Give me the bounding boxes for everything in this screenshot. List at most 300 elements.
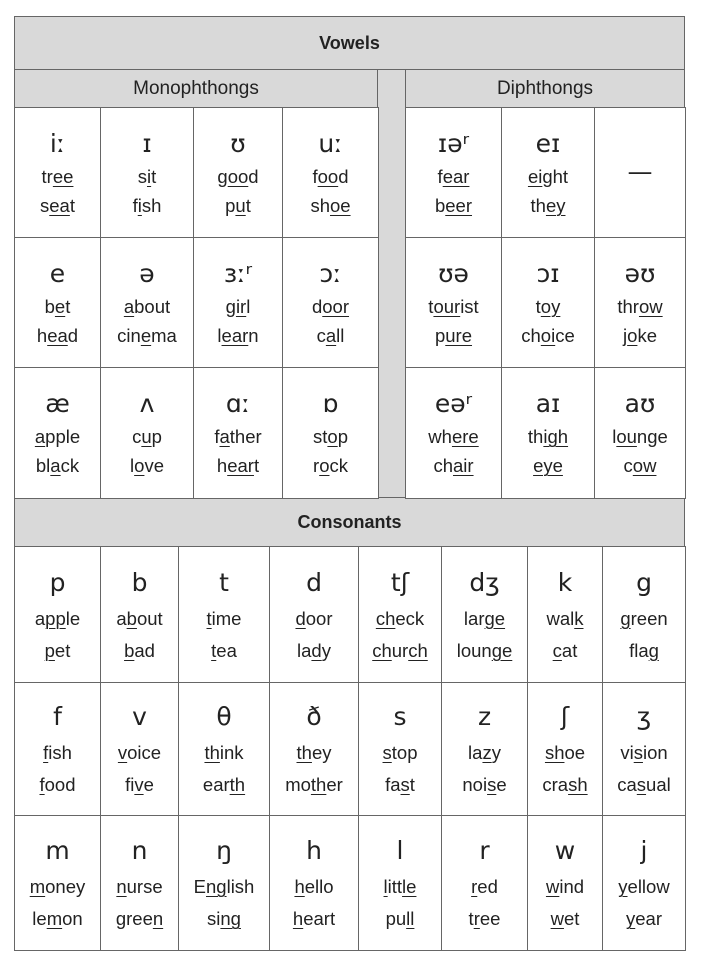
- highlighted-sound: oor: [322, 295, 350, 317]
- phoneme-cell: [441, 546, 528, 683]
- highlighted-sound: ll: [406, 908, 415, 929]
- example-word: [435, 195, 472, 217]
- example-word: [383, 742, 418, 764]
- phoneme-symbol: æ: [45, 389, 70, 418]
- example-word: [116, 608, 162, 630]
- example-word: [620, 608, 667, 630]
- highlighted-sound: oi: [540, 324, 556, 346]
- highlighted-sound: o: [319, 455, 330, 476]
- word-part: b: [44, 295, 55, 317]
- word-part: mo: [285, 774, 311, 795]
- highlighted-sound: u: [141, 426, 152, 447]
- highlighted-sound: h: [294, 876, 305, 897]
- example-word: [36, 455, 79, 477]
- highlighted-sound: sh: [544, 742, 565, 763]
- phoneme-cell: [14, 546, 101, 683]
- word-part: sh: [310, 194, 330, 216]
- example-word: [194, 876, 255, 898]
- phoneme-symbol: h: [306, 836, 322, 865]
- diphthongs-title: Diphthongs: [496, 77, 594, 99]
- word-part: wal: [546, 607, 575, 629]
- phoneme-cell: [100, 237, 194, 368]
- example-word: [531, 195, 566, 217]
- word-part: ck: [60, 455, 80, 476]
- highlighted-sound: ge: [484, 607, 506, 629]
- word-part: fla: [629, 639, 649, 661]
- example-word: [626, 908, 662, 930]
- highlighted-sound: ear: [442, 165, 470, 187]
- word-part: t: [69, 194, 75, 216]
- example-word: [457, 640, 513, 662]
- word-part: ink: [219, 742, 244, 763]
- example-word: [297, 640, 331, 662]
- highlighted-sound: air: [452, 455, 474, 476]
- phoneme-symbol: ɒ: [322, 389, 339, 418]
- diphthongs-header: [405, 69, 685, 108]
- example-word: [285, 774, 343, 796]
- example-word: [211, 640, 237, 662]
- phoneme-symbol: dʒ: [469, 567, 500, 597]
- phoneme-symbol: n: [131, 836, 148, 865]
- highlighted-sound: m: [29, 876, 46, 897]
- example-word: [469, 908, 501, 930]
- highlighted-sound: z: [482, 742, 492, 763]
- phoneme-symbol: ɜːʳ: [223, 258, 253, 288]
- word-part: n: [248, 324, 259, 346]
- word-part: E: [193, 876, 206, 897]
- highlighted-sound: th: [204, 742, 220, 763]
- word-part: h: [216, 455, 228, 476]
- word-part: p: [434, 324, 446, 346]
- phoneme-symbol: l: [396, 836, 404, 865]
- highlighted-sound: th: [296, 742, 312, 763]
- highlighted-sound: ow: [632, 455, 657, 476]
- example-word: [124, 296, 170, 318]
- highlighted-sound: v: [134, 774, 144, 795]
- example-word: [130, 455, 164, 477]
- example-word: [32, 908, 82, 930]
- word-part: ind: [559, 876, 585, 897]
- phoneme-symbol: e: [49, 258, 66, 288]
- example-word: [438, 166, 470, 188]
- phoneme-cell: [14, 107, 101, 238]
- example-word: [293, 908, 335, 930]
- word-part: f: [437, 165, 443, 187]
- example-word: [553, 640, 578, 662]
- example-word: [468, 742, 501, 764]
- word-part: cra: [542, 774, 569, 795]
- word-part: la: [468, 742, 483, 763]
- phoneme-cell: [594, 107, 686, 238]
- highlighted-sound: s: [633, 742, 643, 763]
- example-word: [462, 774, 506, 796]
- phoneme-cell: [178, 546, 270, 683]
- word-part: oe: [564, 742, 586, 763]
- phoneme-symbol: w: [554, 836, 576, 865]
- highlighted-sound: ge: [491, 639, 513, 661]
- example-word: [217, 455, 259, 477]
- phoneme-cell: [527, 546, 603, 683]
- phoneme-cell: [14, 815, 101, 951]
- highlighted-sound: k: [574, 607, 584, 629]
- highlighted-sound: oy: [540, 295, 561, 317]
- highlighted-sound: r: [473, 908, 480, 929]
- phoneme-symbol: t: [219, 567, 229, 597]
- highlighted-sound: ere: [451, 426, 479, 447]
- example-word: [204, 742, 243, 764]
- example-word: [132, 426, 162, 448]
- word-part: fi: [125, 774, 135, 795]
- highlighted-sound: t: [206, 607, 212, 629]
- phoneme-cell: [501, 107, 595, 238]
- phoneme-cell: [602, 546, 686, 683]
- example-word: [546, 876, 584, 898]
- example-word: [42, 166, 74, 188]
- highlighted-sound: a: [325, 324, 337, 346]
- highlighted-sound: ow: [638, 295, 663, 317]
- word-part: ch: [433, 455, 453, 476]
- word-part: ke: [637, 324, 657, 346]
- phoneme-symbol: p: [49, 567, 66, 597]
- word-part: th: [527, 426, 544, 447]
- word-part: f: [312, 165, 318, 187]
- highlighted-sound: t: [211, 639, 217, 661]
- highlighted-sound: u: [235, 194, 246, 216]
- word-part: lish: [226, 876, 255, 897]
- highlighted-sound: i: [146, 165, 152, 187]
- example-word: [471, 876, 498, 898]
- phoneme-cell: [282, 237, 379, 368]
- example-word: [528, 166, 568, 188]
- word-part: ce: [555, 324, 575, 346]
- highlighted-sound: e: [140, 324, 152, 346]
- word-part: y: [321, 639, 331, 661]
- word-part: b: [434, 194, 446, 216]
- phoneme-cell: [193, 237, 283, 368]
- word-part: t: [409, 774, 415, 795]
- phoneme-symbol: v: [132, 702, 147, 731]
- word-part: f: [214, 426, 220, 447]
- word-part: ear: [635, 908, 662, 929]
- word-part: t: [65, 295, 71, 317]
- example-word: [536, 296, 561, 318]
- highlighted-sound: th: [310, 774, 327, 795]
- phoneme-cell: [100, 546, 179, 683]
- example-word: [295, 608, 332, 630]
- highlighted-sound: ey: [545, 194, 566, 216]
- word-part: ellow: [627, 876, 670, 897]
- word-part: oor: [305, 607, 333, 629]
- phoneme-cell: [441, 682, 528, 816]
- example-word: [226, 296, 251, 318]
- example-word: [629, 640, 659, 662]
- word-part: p: [337, 426, 348, 447]
- example-word: [203, 774, 245, 796]
- word-part: eart: [303, 908, 336, 929]
- highlighted-sound: w: [550, 908, 564, 929]
- example-word: [217, 325, 258, 347]
- example-word: [214, 426, 261, 448]
- phoneme-symbol: ʃ: [560, 702, 570, 731]
- highlighted-sound: ng: [206, 876, 227, 897]
- example-word: [618, 876, 669, 898]
- word-part: out: [136, 607, 163, 629]
- word-part: le: [65, 607, 81, 629]
- highlighted-sound: m: [46, 908, 63, 929]
- word-part: r: [313, 455, 320, 476]
- word-part: er: [326, 774, 343, 795]
- highlighted-sound: s: [487, 774, 497, 795]
- phoneme-cell: [100, 367, 194, 499]
- phoneme-cell: [358, 546, 442, 683]
- highlighted-sound: ure: [445, 324, 473, 346]
- example-word: [376, 608, 424, 630]
- word-part: top: [391, 742, 418, 763]
- highlighted-sound: pp: [45, 607, 66, 629]
- example-word: [138, 166, 157, 188]
- highlighted-sound: f: [43, 742, 49, 763]
- highlighted-sound: c: [552, 639, 562, 661]
- example-word: [433, 455, 473, 477]
- word-part: lar: [463, 607, 485, 629]
- example-word: [521, 325, 575, 347]
- phoneme-symbol: aɪ: [535, 389, 561, 418]
- word-part: d: [338, 165, 349, 187]
- highlighted-sound: s: [400, 774, 410, 795]
- phoneme-symbol: ɪ: [142, 128, 152, 158]
- example-word: [542, 774, 587, 796]
- example-word: [545, 742, 585, 764]
- highlighted-sound: sh: [568, 774, 588, 795]
- word-part: ch: [521, 324, 541, 346]
- phoneme-cell: [594, 237, 686, 368]
- example-word: [372, 640, 428, 662]
- word-part: urse: [126, 876, 163, 897]
- example-word: [124, 640, 155, 662]
- word-part: ll: [336, 324, 345, 346]
- word-part: ma: [151, 324, 177, 346]
- word-part: l: [246, 295, 251, 317]
- word-part: tr: [41, 165, 53, 187]
- highlighted-sound: ch: [408, 639, 428, 661]
- example-word: [133, 195, 162, 217]
- word-part: pple: [45, 426, 81, 447]
- word-part: ve: [144, 455, 164, 476]
- word-part: si: [207, 908, 221, 929]
- phoneme-symbol: ɔɪ: [536, 258, 560, 288]
- highlighted-sound: v: [117, 742, 128, 763]
- phoneme-cell: [100, 682, 179, 816]
- phoneme-cell: [358, 815, 442, 951]
- highlighted-sound: e: [54, 295, 66, 317]
- word-part: on: [62, 908, 83, 929]
- word-part: ur: [391, 639, 409, 661]
- phoneme-symbol: iː: [49, 128, 66, 158]
- example-word: [116, 876, 162, 898]
- phoneme-symbol: r: [479, 836, 490, 865]
- vowels-header: [14, 16, 685, 70]
- highlighted-sound: s: [636, 774, 647, 795]
- word-part: a: [34, 607, 46, 629]
- example-word: [35, 608, 80, 630]
- word-part: t: [428, 295, 434, 317]
- word-part: ea: [216, 639, 237, 661]
- phoneme-cell: [602, 682, 686, 816]
- word-part: p: [151, 426, 162, 447]
- word-part: d: [311, 295, 323, 317]
- word-part: e: [143, 774, 154, 795]
- phoneme-cell: [269, 815, 359, 951]
- phoneme-cell: [14, 237, 101, 368]
- example-word: [207, 908, 241, 930]
- highlighted-sound: o: [327, 426, 338, 447]
- word-part: ello: [304, 876, 334, 897]
- consonants-title: Consonants: [297, 511, 402, 532]
- word-part: loun: [456, 639, 492, 661]
- word-part: c: [132, 426, 142, 447]
- word-part: la: [297, 639, 312, 661]
- word-part: e: [496, 774, 507, 795]
- highlighted-sound: eye: [533, 455, 563, 476]
- example-word: [313, 455, 348, 477]
- word-part: cin: [117, 324, 141, 346]
- highlighted-sound: ee: [52, 165, 74, 187]
- word-part: g: [225, 295, 236, 317]
- phoneme-symbol: f: [53, 702, 62, 731]
- phoneme-symbol: tʃ: [390, 567, 410, 597]
- phoneme-symbol: θ: [216, 702, 232, 731]
- phoneme-cell: [405, 107, 502, 238]
- highlighted-sound: n: [152, 908, 164, 929]
- example-word: [312, 296, 349, 318]
- phoneme-symbol: ŋ: [216, 836, 232, 865]
- word-part: p: [225, 194, 236, 216]
- phoneme-cell: [193, 107, 283, 238]
- example-word: [39, 774, 75, 796]
- word-part: ca: [617, 774, 637, 795]
- example-word: [225, 195, 251, 217]
- word-part: vi: [620, 742, 634, 763]
- highlighted-sound: i: [137, 194, 142, 216]
- word-part: ed: [477, 876, 498, 897]
- word-part: le: [32, 908, 47, 929]
- example-word: [435, 325, 472, 347]
- word-part: h: [36, 324, 48, 346]
- phoneme-cell: [178, 815, 270, 951]
- example-word: [464, 608, 505, 630]
- word-part: et: [54, 639, 71, 661]
- phoneme-symbol: ʒ: [636, 702, 652, 731]
- word-part: t: [245, 194, 251, 216]
- highlighted-sound: b: [124, 639, 135, 661]
- phoneme-cell: [527, 815, 603, 951]
- example-word: [546, 608, 583, 630]
- highlighted-sound: eer: [445, 194, 473, 216]
- word-part: nge: [636, 426, 668, 447]
- highlighted-sound: s: [382, 742, 392, 763]
- highlighted-sound: p: [44, 639, 55, 661]
- highlighted-sound: ou: [616, 426, 637, 447]
- example-word: [45, 296, 71, 318]
- word-part: s: [137, 165, 147, 187]
- highlighted-sound: oo: [317, 165, 339, 187]
- phoneme-cell: [14, 367, 101, 499]
- phoneme-cell: [501, 237, 595, 368]
- highlighted-sound: g: [648, 639, 659, 661]
- example-word: [45, 640, 71, 662]
- word-part: ther: [229, 426, 262, 447]
- highlighted-sound: ei: [527, 165, 543, 187]
- phoneme-symbol: b: [131, 567, 148, 597]
- phoneme-symbol: ɪəʳ: [437, 128, 470, 158]
- phoneme-symbol: m: [45, 836, 70, 865]
- word-part: st: [313, 426, 328, 447]
- word-part: ck: [329, 455, 348, 476]
- example-word: [533, 455, 563, 477]
- phoneme-cell: [178, 682, 270, 816]
- highlighted-sound: th: [229, 774, 246, 795]
- example-word: [428, 426, 478, 448]
- word-part: y: [491, 742, 501, 763]
- phoneme-symbol: ʊ: [230, 128, 246, 158]
- phoneme-cell: [269, 546, 359, 683]
- word-part: g: [217, 165, 228, 187]
- phoneme-cell: [100, 815, 179, 951]
- word-part: ish: [48, 742, 72, 763]
- highlighted-sound: d: [311, 639, 322, 661]
- example-word: [623, 325, 657, 347]
- highlighted-sound: a: [219, 426, 230, 447]
- highlighted-sound: y: [626, 908, 636, 929]
- vowel-separator: [377, 69, 406, 498]
- word-part: ear: [202, 774, 230, 795]
- word-part: pu: [385, 908, 407, 929]
- highlighted-sound: l: [383, 876, 388, 897]
- phoneme-symbol: ð: [306, 702, 322, 731]
- phoneme-cell: [501, 367, 595, 499]
- consonants-header: [14, 497, 685, 547]
- word-part: ey: [311, 742, 332, 763]
- word-part: at: [561, 639, 578, 661]
- word-part: reen: [630, 607, 668, 629]
- word-part: t: [468, 908, 474, 929]
- phoneme-symbol: k: [557, 567, 573, 597]
- example-word: [30, 876, 86, 898]
- monophthongs-title: Monophthongs: [133, 77, 259, 99]
- word-part: l: [217, 324, 222, 346]
- word-part: a: [116, 607, 127, 629]
- word-part: noi: [462, 774, 488, 795]
- highlighted-sound: igh: [543, 426, 569, 447]
- phoneme-symbol: s: [393, 702, 407, 731]
- phoneme-symbol: —: [627, 156, 653, 186]
- word-part: j: [623, 324, 628, 346]
- phoneme-symbol: ʊə: [438, 258, 469, 288]
- example-word: [116, 908, 163, 930]
- highlighted-sound: r: [471, 876, 478, 897]
- example-word: [385, 774, 415, 796]
- word-part: oice: [127, 742, 162, 763]
- phoneme-cell: [602, 815, 686, 951]
- word-part: l: [612, 426, 617, 447]
- highlighted-sound: ir: [235, 295, 247, 317]
- highlighted-sound: ear: [221, 324, 249, 346]
- word-part: c: [316, 324, 326, 346]
- word-part: bout: [134, 295, 171, 317]
- phoneme-cell: [527, 682, 603, 816]
- highlighted-sound: h: [292, 908, 304, 929]
- example-word: [551, 908, 580, 930]
